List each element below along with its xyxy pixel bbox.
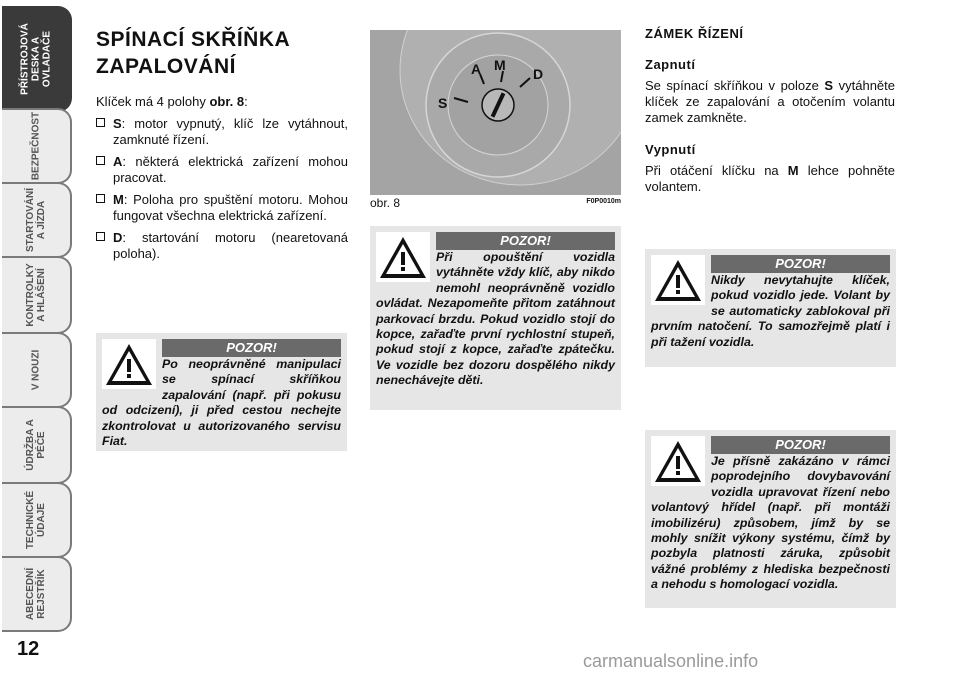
lock-off-pre: Při otáčení klíčku na <box>645 163 788 178</box>
warning-heading: POZOR! <box>162 339 341 357</box>
checkbox-bullet-icon <box>96 232 105 241</box>
warning-box <box>645 249 896 367</box>
list-item <box>96 230 348 262</box>
tab-pristrojova-deska[interactable] <box>2 6 72 112</box>
tab-label: V NOUZI <box>30 349 42 391</box>
list-item <box>96 116 348 148</box>
warning-text: Při opouštění vozidla vytáhněte vždy klíč, aby nikdo nemohl neoprávněně vozidlo ovládat. Nezapomeňte přitom zatáhnout parkovací brzdu. Pokud vozidlo stojí do kopce, zařaďte první rychlostní stupeň, pokud stojí z kopce, zařaďte zpátečku. Ve vozidle bez dozoru dospělého nikdy nenechávejte děti. <box>376 250 615 388</box>
warning-triangle-icon <box>102 339 156 389</box>
tab-label: ABECEDNÍ REJSTŘÍK <box>25 567 47 621</box>
figure-reference: obr. 8 <box>209 94 245 109</box>
position-text: : startování motoru (nearetovaná poloha). <box>113 230 348 261</box>
position-text: : motor vypnutý, klíč lze vytáhnout, zamknuté řízení. <box>113 116 348 147</box>
intro-colon: : <box>244 94 248 109</box>
tab-label: KONTROLKY A HLÁŠENÍ <box>25 263 47 327</box>
position-key: S <box>113 116 122 131</box>
tab-label: STARTOVÁNÍ A JÍZDA <box>25 187 47 253</box>
lock-off-heading: Vypnutí <box>645 142 696 157</box>
position-key: M <box>113 192 124 207</box>
label-s: S <box>438 95 448 111</box>
tab-technicke-udaje[interactable] <box>2 482 72 558</box>
steering-lock-column <box>645 26 895 211</box>
warning-box <box>645 430 896 608</box>
warning-text: Po neoprávněné manipulaci se spínací skříňkou zapalování (např. při pokusu od odcizení), ji před cestou nechejte zkontrolovat u autorizovaného servisu Fiat. <box>102 357 341 449</box>
warning-heading: POZOR! <box>711 436 890 454</box>
tab-label: TECHNICKÉ ÚDAJE <box>25 490 47 550</box>
caption-text: obr. 8 <box>370 196 401 210</box>
tab-label: ÚDRŽBA A PÉČE <box>25 419 47 471</box>
warning-heading: POZOR! <box>436 232 615 250</box>
page-number: 12 <box>17 638 40 660</box>
checkbox-bullet-icon <box>96 156 105 165</box>
position-key: D <box>113 230 123 245</box>
lock-off-text <box>645 163 895 195</box>
tab-v-nouzi[interactable] <box>2 332 72 408</box>
tab-label: PŘÍSTROJOVÁ DESKA A OVLADAČE <box>19 23 53 95</box>
figure-caption <box>370 196 621 210</box>
tab-udrzba[interactable] <box>2 406 72 484</box>
lock-on-pre: Se spínací skříňkou v poloze <box>645 78 825 93</box>
warning-box <box>370 226 621 410</box>
checkbox-bullet-icon <box>96 118 105 127</box>
lock-off-post: lehce pohněte volantem. <box>645 163 895 194</box>
lock-on-key: S <box>824 78 834 93</box>
checkbox-bullet-icon <box>96 194 105 203</box>
position-text: : Poloha pro spuštění motoru. Mohou fungovat všechna elektrická zařízení. <box>113 192 348 223</box>
warning-text: Nikdy nevytahujte klíček, pokud vozidlo jede. Volant by se automaticky zablokoval při prvním natočení. To samozřejmě platí i při tažení vozidla. <box>651 273 890 349</box>
tab-startovani[interactable] <box>2 182 72 258</box>
key-positions-list <box>96 116 348 262</box>
main-column <box>96 26 348 268</box>
figure-code: F0P0010m <box>586 198 621 205</box>
lock-on-text <box>645 78 895 126</box>
lock-title: ZÁMEK ŘÍZENÍ <box>645 26 744 41</box>
watermark: carmanualsonline.info <box>583 651 759 671</box>
warning-box <box>96 333 347 451</box>
warning-triangle-icon <box>651 255 705 305</box>
list-item <box>96 154 348 186</box>
warning-text: Je přísně zakázáno v rámci poprodejního dovybavování vozidla upravovat řízení nebo volantový hřídel (např. při montáži imobilizéru) způsobem, jímž by se mohly snížit výkony systému, čímž by pozbyla platnosti záruka, způsobit vážné problémy z hlediska bezpečnosti a nehodu s homologací vozidla. <box>651 454 890 592</box>
chapter-sidebar <box>0 0 74 677</box>
section-title: SPÍNACÍ SKŘÍŇKA ZAPALOVÁNÍ <box>96 28 290 78</box>
lock-off-key: M <box>787 163 799 178</box>
warning-triangle-icon <box>651 436 705 486</box>
list-item <box>96 192 348 224</box>
tab-label: BEZPEČNOST <box>30 111 42 181</box>
tab-bezpecnost[interactable] <box>2 108 72 184</box>
intro-paragraph <box>96 94 348 110</box>
intro-text: Klíček má 4 polohy <box>96 94 210 109</box>
warning-triangle-icon <box>376 232 430 282</box>
lock-on-post: vytáhněte klíček ze zapalování a otočením volantu zamek zamkněte. <box>645 78 895 125</box>
position-key: A <box>113 154 123 169</box>
warning-heading: POZOR! <box>711 255 890 273</box>
tab-kontrolky[interactable] <box>2 256 72 334</box>
label-d: D <box>533 66 544 82</box>
ignition-switch-figure <box>370 30 621 195</box>
label-a: A <box>471 61 482 77</box>
label-m: M <box>494 57 506 73</box>
tab-rejstrik[interactable] <box>2 556 72 632</box>
lock-on-heading: Zapnutí <box>645 57 696 72</box>
position-text: : některá elektrická zařízení mohou pracovat. <box>113 154 348 185</box>
